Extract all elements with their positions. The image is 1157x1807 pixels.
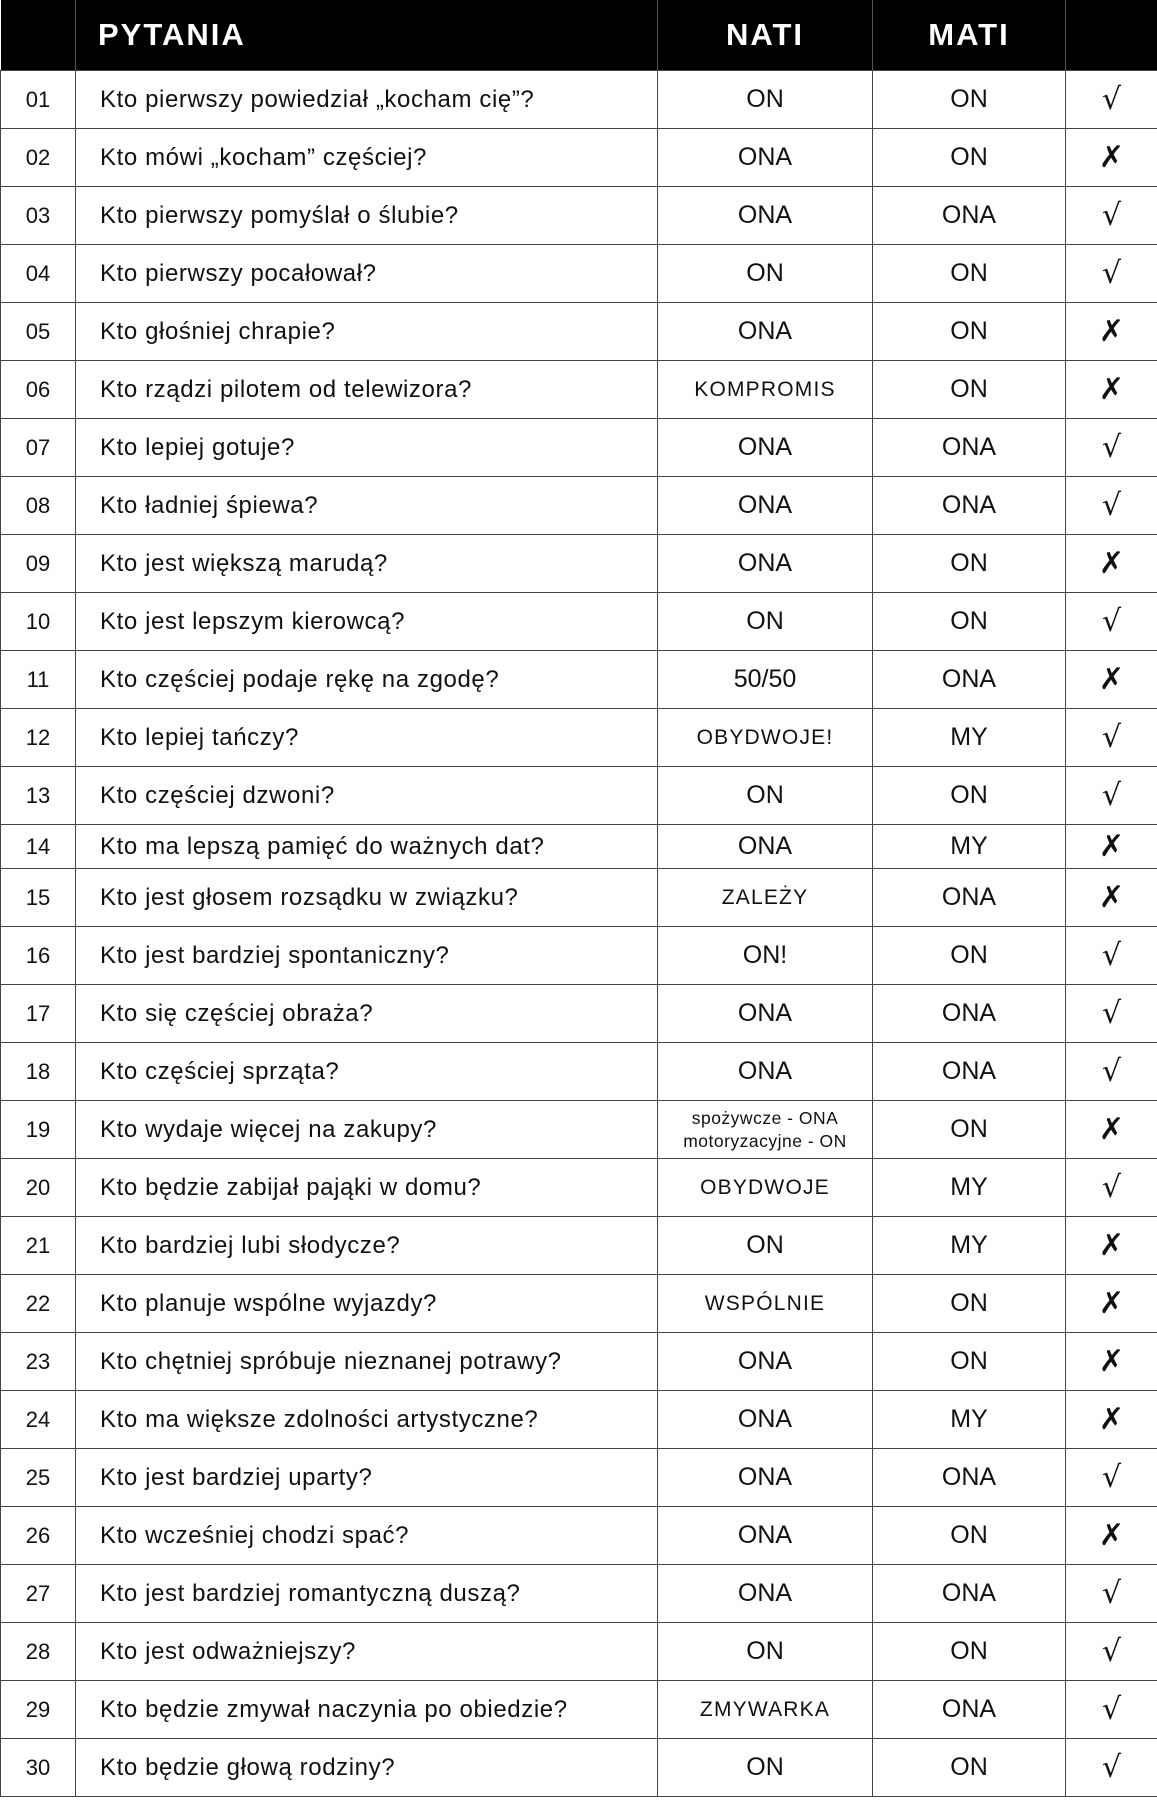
question-text: Kto jest większą marudą? <box>76 535 658 593</box>
question-text: Kto mówi „kocham” częściej? <box>76 129 658 187</box>
mati-answer: ON <box>873 1333 1066 1391</box>
table-row <box>1 1623 1157 1681</box>
cross-icon: ✗ <box>1066 1275 1157 1333</box>
question-number: 21 <box>1 1217 76 1275</box>
question-text: Kto się częściej obraża? <box>76 985 658 1043</box>
nati-answer: ONA <box>658 1333 873 1391</box>
question-number: 11 <box>1 651 76 709</box>
question-number: 22 <box>1 1275 76 1333</box>
cross-icon: ✗ <box>1066 535 1157 593</box>
question-text: Kto jest bardziej romantyczną duszą? <box>76 1565 658 1623</box>
mati-answer: ON <box>873 593 1066 651</box>
question-text: Kto jest głosem rozsądku w związku? <box>76 869 658 927</box>
question-text: Kto częściej podaje rękę na zgodę? <box>76 651 658 709</box>
mati-answer: ONA <box>873 1681 1066 1739</box>
check-icon: √ <box>1066 419 1157 477</box>
cross-icon: ✗ <box>1066 1507 1157 1565</box>
table-row <box>1 709 1157 767</box>
question-text: Kto częściej dzwoni? <box>76 767 658 825</box>
question-number: 23 <box>1 1333 76 1391</box>
header-nati: NATI <box>658 0 873 71</box>
question-number: 02 <box>1 129 76 187</box>
question-text: Kto lepiej tańczy? <box>76 709 658 767</box>
question-text: Kto ma większe zdolności artystyczne? <box>76 1391 658 1449</box>
nati-answer: ONA <box>658 1391 873 1449</box>
cross-icon: ✗ <box>1066 651 1157 709</box>
cross-icon: ✗ <box>1066 361 1157 419</box>
nati-answer: ON! <box>658 927 873 985</box>
question-rows <box>1 71 1157 1797</box>
table-row <box>1 1275 1157 1333</box>
question-number: 17 <box>1 985 76 1043</box>
nati-answer-line: spożywcze - ONA <box>691 1107 839 1128</box>
mati-answer: ON <box>873 245 1066 303</box>
nati-answer: ONA <box>658 1507 873 1565</box>
mati-answer: ONA <box>873 187 1066 245</box>
mati-answer: ON <box>873 303 1066 361</box>
table-row <box>1 361 1157 419</box>
mati-answer: ONA <box>873 651 1066 709</box>
table-row <box>1 651 1157 709</box>
question-text: Kto lepiej gotuje? <box>76 419 658 477</box>
table-row <box>1 593 1157 651</box>
question-text: Kto wydaje więcej na zakupy? <box>76 1101 658 1159</box>
question-text: Kto pierwszy powiedział „kocham cię”? <box>76 71 658 129</box>
nati-answer: WSPÓLNIE <box>658 1275 873 1333</box>
question-number: 05 <box>1 303 76 361</box>
header-result <box>1066 0 1157 71</box>
check-icon: √ <box>1066 1623 1157 1681</box>
mati-answer: ONA <box>873 1043 1066 1101</box>
header-questions: PYTANIA <box>76 0 658 71</box>
check-icon: √ <box>1066 477 1157 535</box>
mati-answer: ON <box>873 1275 1066 1333</box>
table-row <box>1 1507 1157 1565</box>
table-row <box>1 71 1157 129</box>
question-number: 29 <box>1 1681 76 1739</box>
table-row <box>1 985 1157 1043</box>
table-row <box>1 1681 1157 1739</box>
mati-answer: MY <box>873 825 1066 869</box>
cross-icon: ✗ <box>1066 1333 1157 1391</box>
question-number: 28 <box>1 1623 76 1681</box>
nati-answer: ONA <box>658 477 873 535</box>
table-row <box>1 927 1157 985</box>
mati-answer: MY <box>873 1391 1066 1449</box>
nati-answer: ONA <box>658 1565 873 1623</box>
nati-answer: OBYDWOJE <box>658 1159 873 1217</box>
table-row <box>1 303 1157 361</box>
mati-answer: ON <box>873 71 1066 129</box>
check-icon: √ <box>1066 1159 1157 1217</box>
question-number: 09 <box>1 535 76 593</box>
question-number: 01 <box>1 71 76 129</box>
mati-answer: ON <box>873 1507 1066 1565</box>
question-number: 25 <box>1 1449 76 1507</box>
table-row <box>1 187 1157 245</box>
nati-answer: ONA <box>658 129 873 187</box>
table-row <box>1 419 1157 477</box>
check-icon: √ <box>1066 1565 1157 1623</box>
nati-answer: ONA <box>658 303 873 361</box>
table-row <box>1 869 1157 927</box>
cross-icon: ✗ <box>1066 825 1157 869</box>
nati-answer: ON <box>658 245 873 303</box>
mati-answer: ON <box>873 767 1066 825</box>
check-icon: √ <box>1066 1681 1157 1739</box>
table-row <box>1 1565 1157 1623</box>
mati-answer: ONA <box>873 419 1066 477</box>
table-row <box>1 825 1157 869</box>
nati-answer: ONA <box>658 419 873 477</box>
mati-answer: MY <box>873 1217 1066 1275</box>
cross-icon: ✗ <box>1066 1391 1157 1449</box>
question-number: 26 <box>1 1507 76 1565</box>
question-number: 20 <box>1 1159 76 1217</box>
mati-answer: ON <box>873 129 1066 187</box>
nati-answer: ON <box>658 767 873 825</box>
table-row <box>1 1159 1157 1217</box>
question-text: Kto jest bardziej spontaniczny? <box>76 927 658 985</box>
question-text: Kto jest odważniejszy? <box>76 1623 658 1681</box>
question-text: Kto bardziej lubi słodycze? <box>76 1217 658 1275</box>
question-number: 03 <box>1 187 76 245</box>
mati-answer: ON <box>873 361 1066 419</box>
table-row <box>1 245 1157 303</box>
cross-icon: ✗ <box>1066 303 1157 361</box>
mati-answer: ON <box>873 1101 1066 1159</box>
nati-answer: ON <box>658 1623 873 1681</box>
nati-answer: ZALEŻY <box>658 869 873 927</box>
cross-icon: ✗ <box>1066 129 1157 187</box>
check-icon: √ <box>1066 1739 1157 1797</box>
question-text: Kto będzie głową rodziny? <box>76 1739 658 1797</box>
question-text: Kto wcześniej chodzi spać? <box>76 1507 658 1565</box>
mati-answer: ONA <box>873 985 1066 1043</box>
nati-answer: 50/50 <box>658 651 873 709</box>
check-icon: √ <box>1066 1043 1157 1101</box>
question-number: 18 <box>1 1043 76 1101</box>
header-row <box>1 0 1157 71</box>
check-icon: √ <box>1066 767 1157 825</box>
nati-answer: ZMYWARKA <box>658 1681 873 1739</box>
table-row <box>1 1217 1157 1275</box>
check-icon: √ <box>1066 709 1157 767</box>
check-icon: √ <box>1066 593 1157 651</box>
question-text: Kto planuje wspólne wyjazdy? <box>76 1275 658 1333</box>
mati-answer: ONA <box>873 1449 1066 1507</box>
question-text: Kto rządzi pilotem od telewizora? <box>76 361 658 419</box>
question-number: 04 <box>1 245 76 303</box>
table-row <box>1 129 1157 187</box>
question-text: Kto jest bardziej uparty? <box>76 1449 658 1507</box>
table-row <box>1 767 1157 825</box>
question-text: Kto częściej sprząta? <box>76 1043 658 1101</box>
nati-answer: ON <box>658 593 873 651</box>
table-row <box>1 477 1157 535</box>
question-number: 16 <box>1 927 76 985</box>
check-icon: √ <box>1066 187 1157 245</box>
question-text: Kto będzie zmywał naczynia po obiedzie? <box>76 1681 658 1739</box>
mati-answer: ONA <box>873 869 1066 927</box>
check-icon: √ <box>1066 245 1157 303</box>
question-text: Kto głośniej chrapie? <box>76 303 658 361</box>
question-number: 27 <box>1 1565 76 1623</box>
question-text: Kto pierwszy pocałował? <box>76 245 658 303</box>
cross-icon: ✗ <box>1066 869 1157 927</box>
question-number: 15 <box>1 869 76 927</box>
nati-answer: OBYDWOJE! <box>658 709 873 767</box>
nati-answer: ON <box>658 71 873 129</box>
mati-answer: ON <box>873 1739 1066 1797</box>
question-number: 14 <box>1 825 76 869</box>
question-number: 30 <box>1 1739 76 1797</box>
nati-answer: ONA <box>658 1449 873 1507</box>
mati-answer: MY <box>873 709 1066 767</box>
nati-answer: ON <box>658 1739 873 1797</box>
table-row <box>1 1333 1157 1391</box>
question-text: Kto chętniej spróbuje nieznanej potrawy? <box>76 1333 658 1391</box>
cross-icon: ✗ <box>1066 1101 1157 1159</box>
nati-answer: ONA <box>658 1043 873 1101</box>
question-number: 10 <box>1 593 76 651</box>
nati-answer: ONA <box>658 985 873 1043</box>
header-mati: MATI <box>873 0 1066 71</box>
nati-answer: ONA <box>658 825 873 869</box>
table-row <box>1 1391 1157 1449</box>
nati-answer: ON <box>658 1217 873 1275</box>
question-number: 13 <box>1 767 76 825</box>
mati-answer: ON <box>873 927 1066 985</box>
check-icon: √ <box>1066 1449 1157 1507</box>
nati-answer: KOMPROMIS <box>658 361 873 419</box>
check-icon: √ <box>1066 71 1157 129</box>
nati-answer <box>658 1101 873 1159</box>
check-icon: √ <box>1066 927 1157 985</box>
mati-answer: ONA <box>873 477 1066 535</box>
question-number: 24 <box>1 1391 76 1449</box>
question-text: Kto ma lepszą pamięć do ważnych dat? <box>76 825 658 869</box>
table-row <box>1 1739 1157 1797</box>
table-row <box>1 1043 1157 1101</box>
check-icon: √ <box>1066 985 1157 1043</box>
table-row <box>1 1449 1157 1507</box>
question-number: 08 <box>1 477 76 535</box>
mati-answer: ON <box>873 535 1066 593</box>
nati-answer-line: motoryzacyjne - ON <box>683 1130 847 1151</box>
table-row <box>1 535 1157 593</box>
mati-answer: ONA <box>873 1565 1066 1623</box>
question-number: 06 <box>1 361 76 419</box>
question-text: Kto jest lepszym kierowcą? <box>76 593 658 651</box>
nati-answer: ONA <box>658 187 873 245</box>
mati-answer: MY <box>873 1159 1066 1217</box>
question-number: 12 <box>1 709 76 767</box>
question-text: Kto pierwszy pomyślał o ślubie? <box>76 187 658 245</box>
nati-answer: ONA <box>658 535 873 593</box>
question-number: 19 <box>1 1101 76 1159</box>
question-number: 07 <box>1 419 76 477</box>
header-number <box>1 0 76 71</box>
table-row <box>1 1101 1157 1159</box>
cross-icon: ✗ <box>1066 1217 1157 1275</box>
mati-answer: ON <box>873 1623 1066 1681</box>
question-text: Kto będzie zabijał pająki w domu? <box>76 1159 658 1217</box>
question-text: Kto ładniej śpiewa? <box>76 477 658 535</box>
